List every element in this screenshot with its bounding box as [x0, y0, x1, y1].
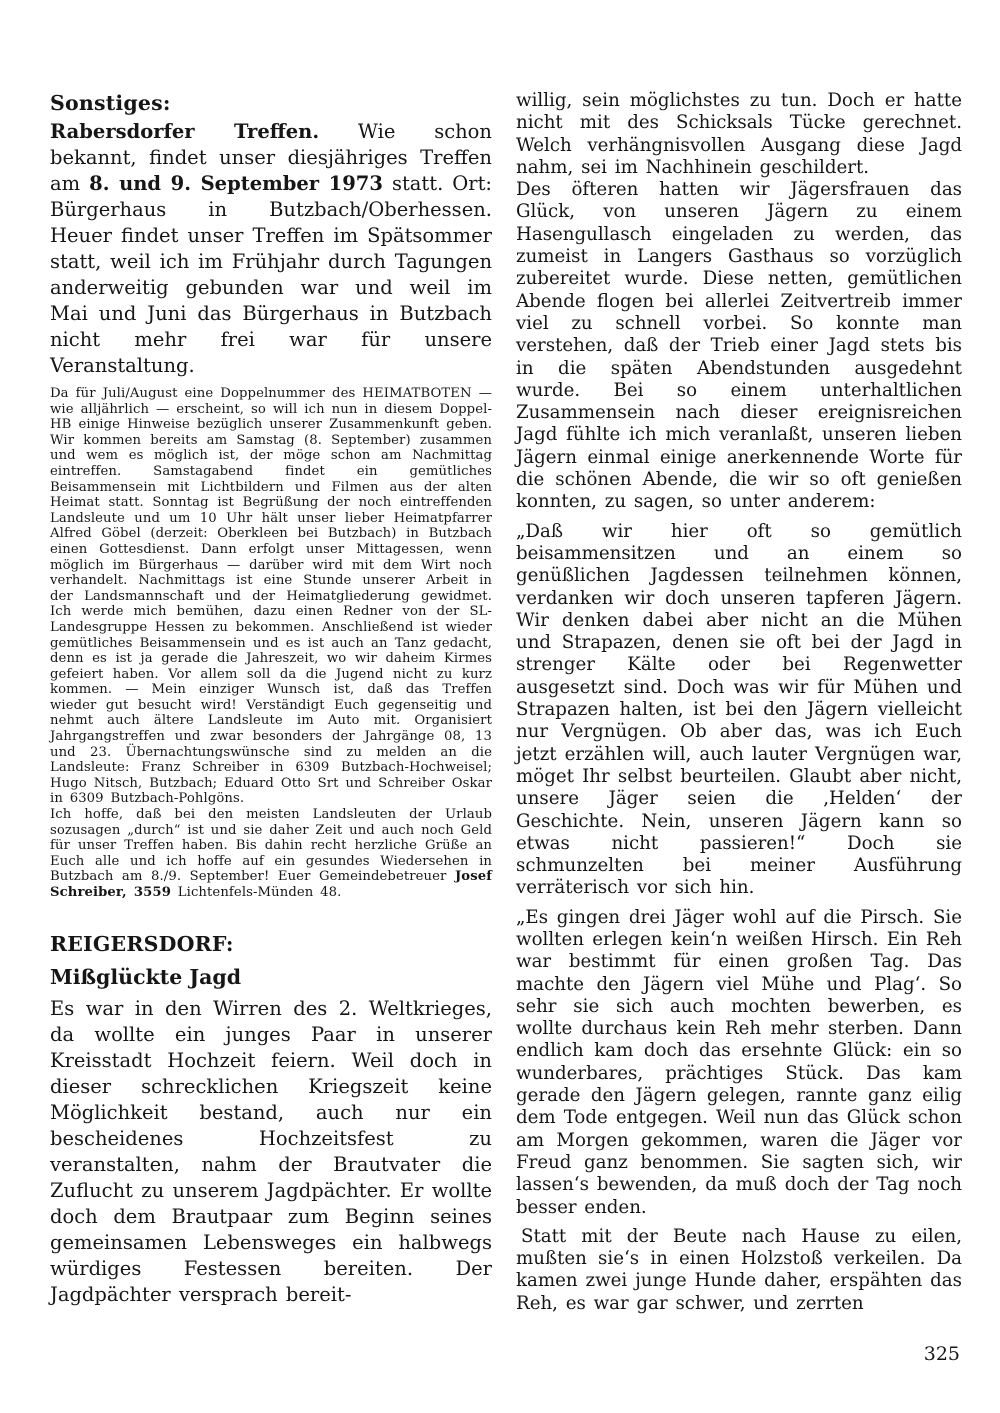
section-heading-sonstiges: Sonstiges: [50, 91, 171, 115]
paragraph-jagd-story-start: Es war in den Wirren des 2. Weltkrieges, da wollte ein junges Paar in unserer Kreisstadt Hochzeit feiern. Weil doch in dieser schrecklichen Kriegszeit keine Möglichkeit bestand, auch nur ein bescheidenes Hochzeitsfest zu veranstalten, nahm der Brautvater die Zuflucht zu unserem Jagdpächter. Er wollte doch dem Brautpaar zum Beginn seines gemeinsamen Lebensweges ein halbwegs würdiges Festessen bereiten. Der Jagdpächter versprach bereit- [50, 996, 492, 1306]
two-column-layout [50, 90, 962, 1365]
treffen-lead-bold: Rabersdorfer Treffen. [50, 120, 320, 143]
paragraph-meeting-notice: Da für Juli/August eine Doppelnummer des HEIMATBOTEN — wie alljährlich — erscheint, so will ich nun in diesem Doppel-HB einige Hinweise bezüglich unserer Zusammenkunft geben. Wir kommen bereits am Samstag (8. September) zusammen und wem es möglich ist, der möge schon am Nachmittag eintreffen. Samstagabend findet ein gemütliches Beisammensein mit Lichtbildern und Filmen aus der alten Heimat statt. Sonntag ist Begrüßung der noch eintreffenden Landsleute und um 10 Uhr hält unser lieber Heimatpfarrer Alfred Göbel (derzeit: Oberkleen bei Butzbach) in Butzbach einen Gottesdienst. Dann erfolgt unser Mittagessen, wenn möglich im Bürgerhaus — darüber wird mit dem Wirt noch verhandelt. Nachmittags ist eine Stunde unserer Arbeit in der Landsmannschaft und der Heimatgliederung gewidmet. Ich werde mich bemühen, dazu einen Redner von der SL-Landesgruppe Hessen zu bekommen. Anschließend ist wieder gemütliches Beisammensein und es ist auch an Tanz gedacht, denn es ist ja gerade die Jahreszeit, wo wir daheim Kirmes gefeiert haben. Vor allem soll da die Jugend nicht zu kurz kommen. — Mein einziger Wunsch ist, daß das Treffen wieder gut besucht wird! Verständigt Euch gegenseitig und nehmt auch ältere Landsleute im Auto mit. Organisiert Jahrgangstreffen und zwar besonders der Jahrgänge 08, 13 und 23. Übernachtungswünsche sind zu melden an die Landsleute: Franz Schreiber in 6309 Butzbach-Hochweisel; Hugo Nitsch, Butzbach; Eduard Otto Srt und Schreiber Oskar in 6309 Butzbach-Pohlgöns. [50, 386, 492, 807]
greeting-name-bold: Josef Schreiber, 3559 [50, 869, 492, 900]
paragraph-beute: Statt mit der Beute nach Hause zu eilen, mußten sie‘s in einen Holzstoß verkeilen. Da kamen zwei junge Hunde daher, erspähten das Reh, es war gar schwer, und zerrten [516, 1225, 962, 1314]
paragraph-story-continuation: willig, sein möglichstes zu tun. Doch er hatte nicht mit des Schicksals Tücke gerechnet. Welch verhängnisvollen Ausgang diese Jagd nahm, sei im Nachhinein geschildert. [516, 90, 962, 178]
paragraph-speech-quote: „Daß wir hier oft so gemütlich beisammensitzen und an einem so genüßlichen Jagdessen teilnehmen können, verdanken wir doch unseren tapferen Jägern. Wir denken dabei aber nicht an die Mühen und Strapazen, denen sie oft bei der Jagd in strenger Kälte oder bei Regenwetter ausgesetzt sind. Doch was wir für Mühen und Strapazen halten, ist bei den Jägern vielleicht nur Vergnügen. Ob aber das, was ich Euch jetzt erzählen will, auch lauter Vergnügen war, möget Ihr selbst beurteilen. Glaubt aber nicht, unsere Jäger seien die ‚Helden‘ der Geschichte. Nein, unseren Jägern kann so etwas nicht passieren!“ Doch sie schmunzelten bei meiner Ausführung verräterisch vor sich hin. [516, 520, 962, 899]
page-number: 325 [923, 1343, 960, 1366]
greeting-text-part2: Lichtenfels-Münden 48. [170, 885, 342, 900]
greeting-text-part1: Ich hoffe, daß bei den meisten Landsleuten der Urlaub sozusagen „durch“ ist und sie daher Zeit und auch noch Geld für unser Treffen haben. Bis dahin recht herzliche Grüße an Euch alle und ich hoffe auf ein gesundes Wiedersehen in Butzbach am 8./9. September! Euer Gemeindebetreuer [50, 807, 492, 885]
section-heading-reigersdorf: REIGERSDORF: [50, 931, 234, 956]
paragraph-rabersdorfer-treffen [50, 119, 492, 379]
treffen-text-part2: statt. Ort: Bürgerhaus in Butzbach/Oberhessen. Heuer findet unser Treffen im Spätsommer statt, weil ich im Frühjahr durch Tagungen anderweitig gebunden war und weil im Mai und Juni das Bürgerhaus in Butzbach nicht mehr frei war für unsere Veranstaltung. [50, 172, 493, 377]
paragraph-closing-greeting [50, 807, 492, 901]
treffen-text-part1: Wie schon bekannt, findet unser diesjähriges Treffen am [50, 120, 492, 195]
treffen-date-bold: 8. und 9. September 1973 [89, 172, 383, 195]
right-column [516, 90, 962, 1365]
story-title-missglueckte-jagd: Mißglückte Jagd [50, 964, 242, 989]
left-column [50, 90, 492, 1308]
paragraph-verse-quote: „Es gingen drei Jäger wohl auf die Pirsch. Sie wollten erlegen kein‘n weißen Hirsch. Ein Reh war bestimmt für einen großen Tag. Das machte den Jägern viel Mühe und Plag‘. So sehr sie sich auch mochten bewerben, es wollte durchaus kein Reh mehr sterben. Dann endlich kam doch das ersehnte Glück: ein so wunderbares, prächtiges Stück. Das kam gerade den Jägern gelegen, rannte ganz eilig dem Tode entgegen. Weil nun das Glück schon am Morgen gekommen, waren die Jäger vor Freud ganz benommen. Sie sagten sich, wir lassen‘s bewenden, da muß doch der Tag noch besser enden. [516, 906, 962, 1218]
paragraph-jaegersfrauen: Des öfteren hatten wir Jägersfrauen das Glück, von unseren Jägern zu einem Hasengullasch eingeladen zu werden, das zumeist in Langers Gasthaus so vorzüglich zubereitet wurde. Diese netten, gemütlichen Abende flogen bei allerlei Zeitvertreib immer viel zu schnell vorbei. So konnte man verstehen, daß der Trieb einer Jagd stets bis in die späten Abendstunden ausgedehnt wurde. Bei so einem unterhaltlichen Zusammensein nach dieser ereignisreichen Jagd fühlte ich mich veranlaßt, unseren lieben Jägern einmal einige anerkennende Worte für die schönen Abende, die wir so oft genießen konnten, zu sagen, so unter anderem: [516, 179, 962, 513]
